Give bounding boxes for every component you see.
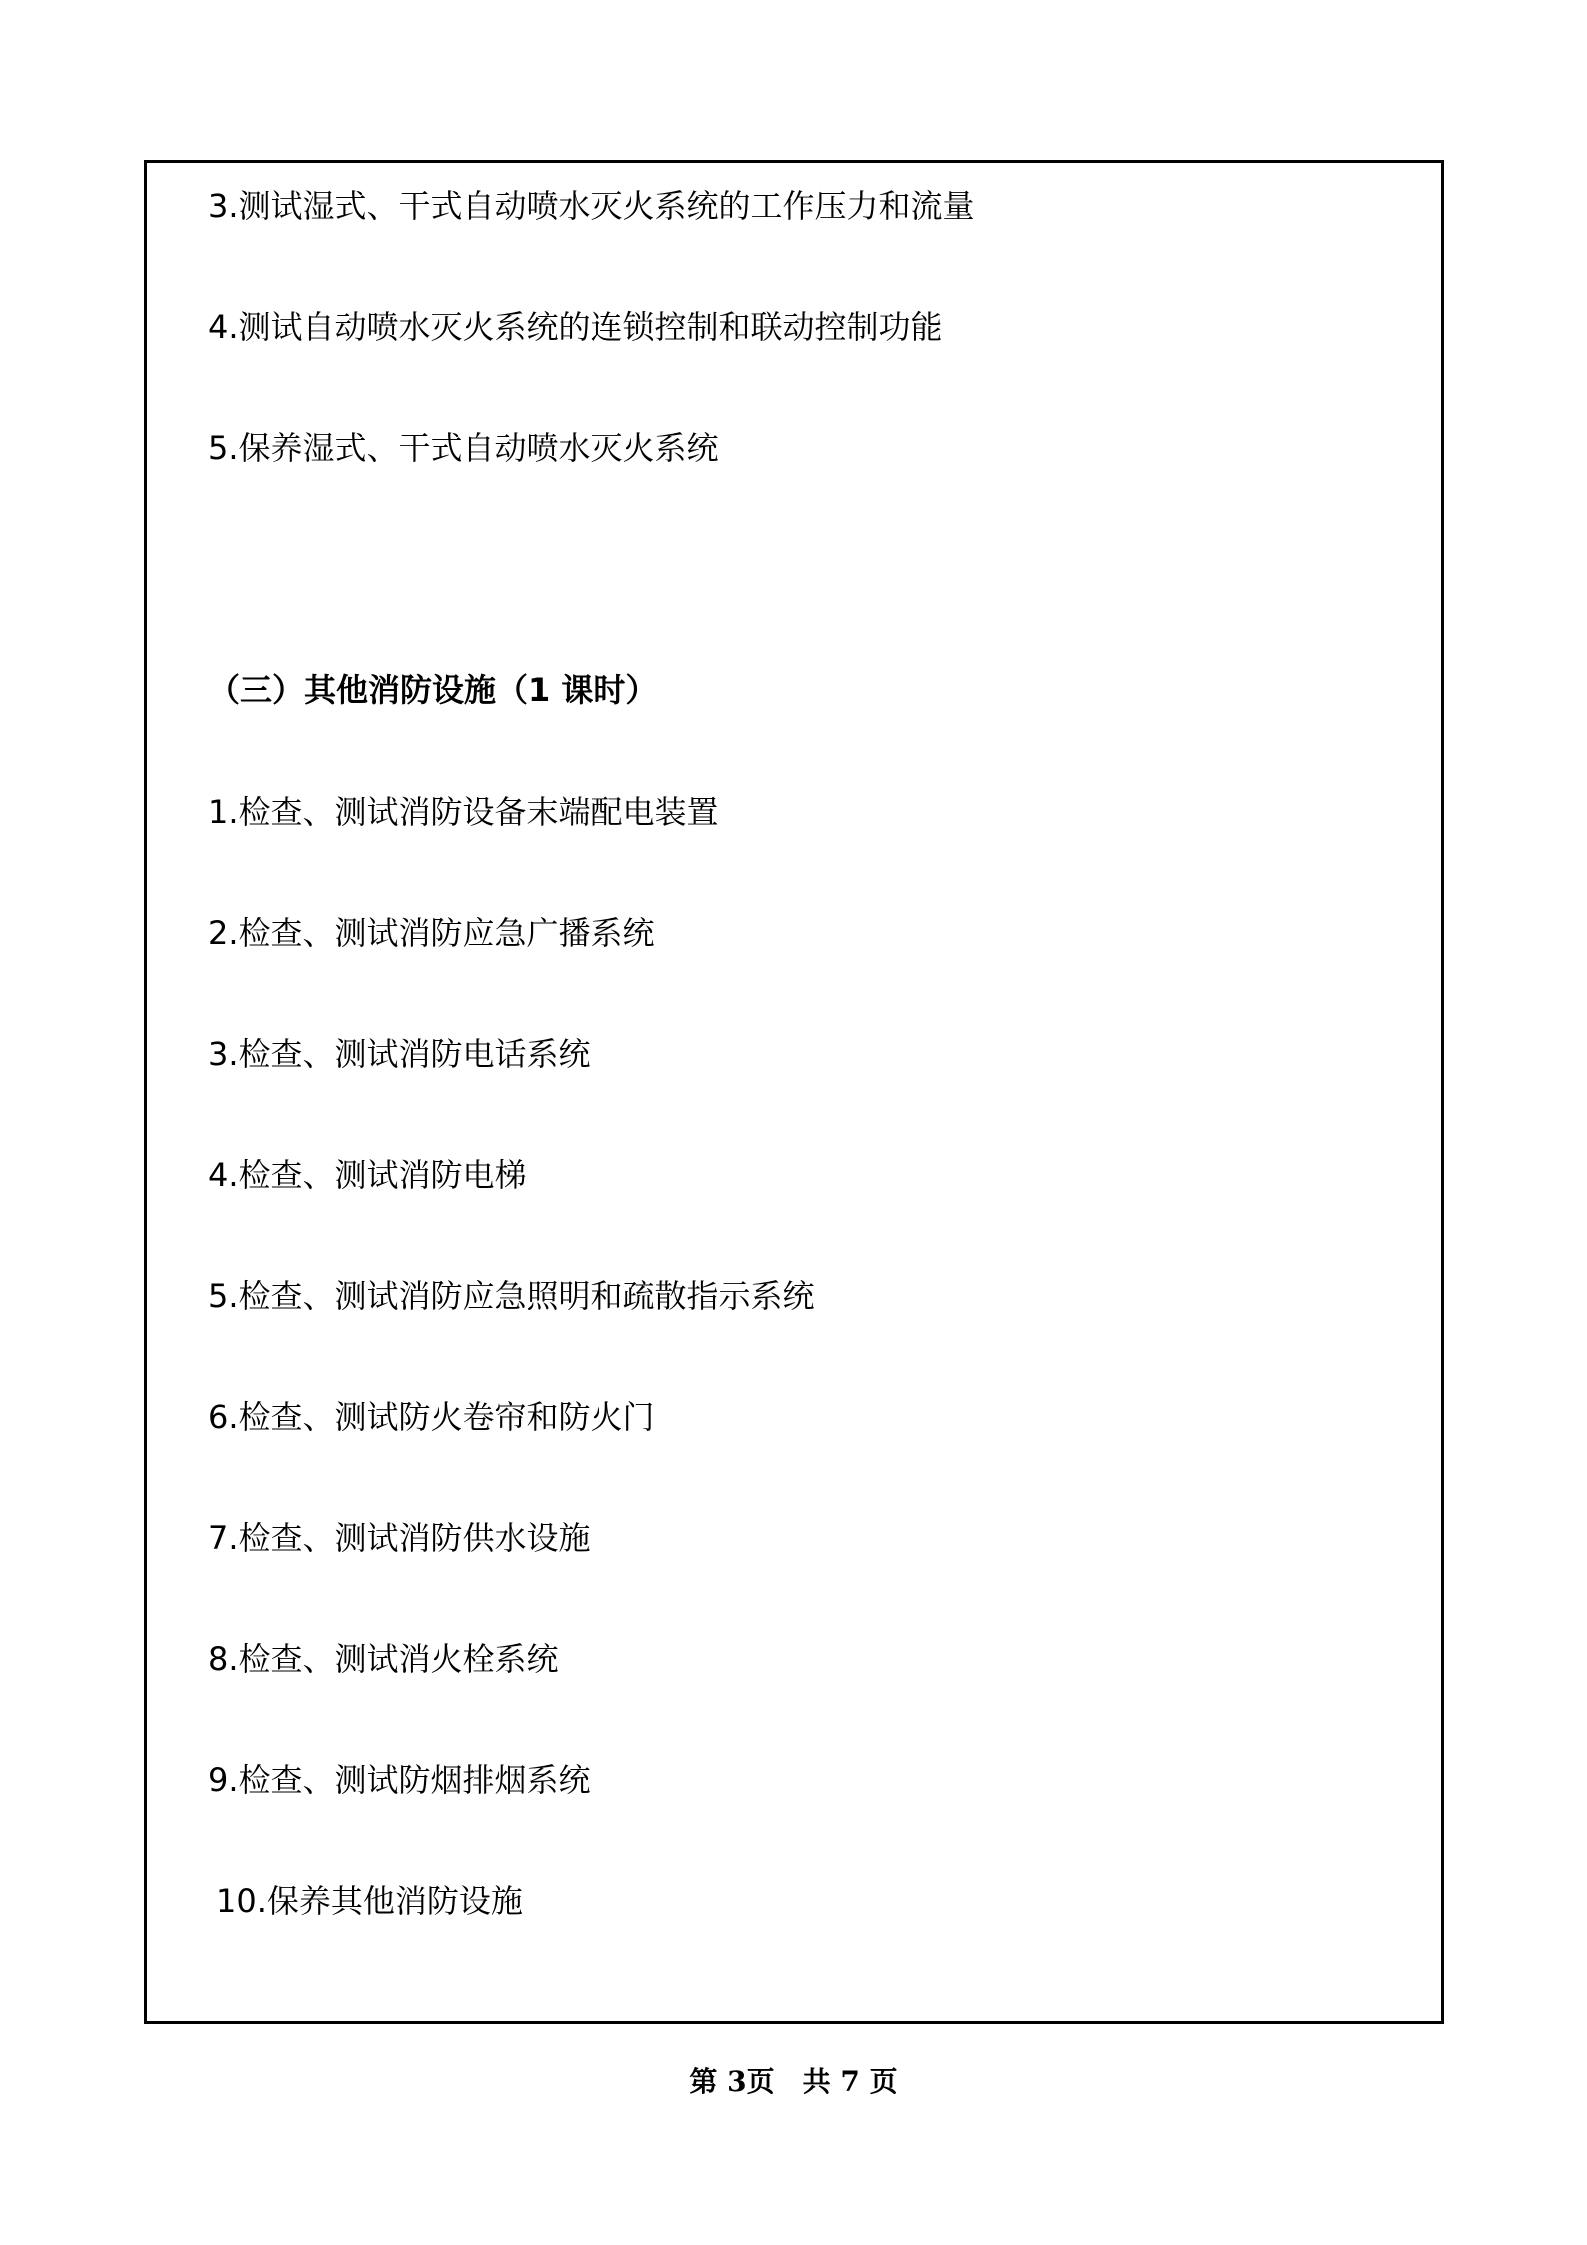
page-number-total: 共 7 页 bbox=[802, 2065, 898, 2098]
list-item: 3.测试湿式、干式自动喷水灭火系统的工作压力和流量 bbox=[208, 187, 975, 225]
list-item: 3.检查、测试消防电话系统 bbox=[208, 1035, 591, 1073]
list-item: 5.检查、测试消防应急照明和疏散指示系统 bbox=[208, 1277, 815, 1315]
list-item: 4.测试自动喷水灭火系统的连锁控制和联动控制功能 bbox=[208, 308, 943, 346]
page-footer bbox=[0, 2064, 1587, 2100]
list-item: 8.检查、测试消火栓系统 bbox=[208, 1640, 559, 1678]
list-item: 4.检查、测试消防电梯 bbox=[208, 1156, 527, 1194]
list-item: 10.保养其他消防设施 bbox=[216, 1882, 523, 1920]
list-item: 9.检查、测试防烟排烟系统 bbox=[208, 1761, 591, 1799]
list-item: 2.检查、测试消防应急广播系统 bbox=[208, 914, 655, 952]
page-number-current: 第 3页 bbox=[689, 2065, 775, 2098]
list-item: 6.检查、测试防火卷帘和防火门 bbox=[208, 1398, 655, 1436]
list-item: 7.检查、测试消防供水设施 bbox=[208, 1519, 591, 1557]
list-item: 5.保养湿式、干式自动喷水灭火系统 bbox=[208, 429, 719, 467]
list-item: 1.检查、测试消防设备末端配电装置 bbox=[208, 793, 719, 831]
section-heading: （三）其他消防设施（1 课时） bbox=[208, 671, 658, 709]
